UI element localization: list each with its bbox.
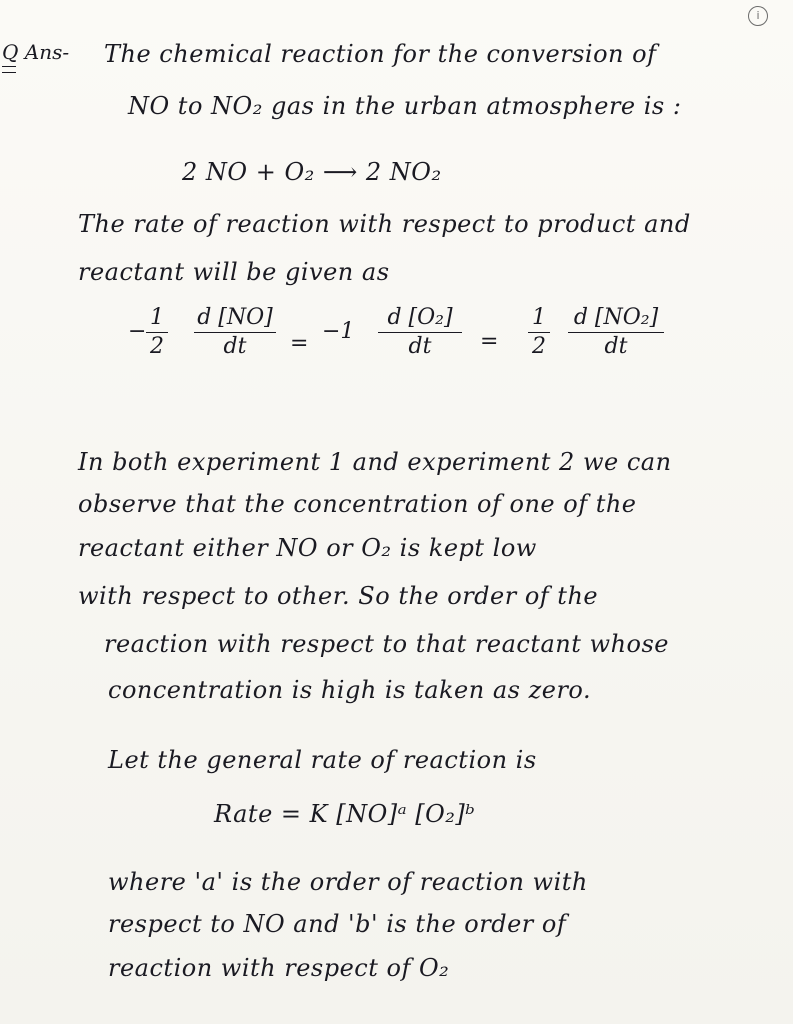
coef1-bar bbox=[146, 332, 168, 333]
term3-numerator: d [NO₂] bbox=[573, 305, 659, 330]
intro-line-2: NO to NO₂ gas in the urban atmosphere is : bbox=[128, 92, 682, 120]
paragraph-line-1: In both experiment 1 and experiment 2 we can bbox=[78, 448, 672, 476]
coef1-numerator: 1 bbox=[150, 305, 164, 330]
paragraph-line-6: concentration is high is taken as zero. bbox=[108, 676, 592, 704]
term1-denominator: dt bbox=[223, 334, 247, 359]
coef1-fraction bbox=[146, 306, 168, 359]
rate-intro-line-2: reactant will be given as bbox=[78, 258, 390, 286]
coef3-bar bbox=[528, 332, 550, 333]
coef1-denominator: 2 bbox=[150, 334, 164, 359]
coef3-fraction bbox=[528, 306, 550, 359]
paragraph-line-4: with respect to other. So the order of the bbox=[78, 582, 599, 610]
coef3-denominator: 2 bbox=[532, 334, 546, 359]
term3-fraction bbox=[568, 306, 664, 359]
qans-text: Q Ans- bbox=[2, 40, 70, 64]
rate-law-formula: Rate = K [NO]ᵃ [O₂]ᵇ bbox=[214, 800, 476, 828]
where-line-3: reaction with respect of O₂ bbox=[108, 954, 450, 982]
rate-intro-line-1: The rate of reaction with respect to product and bbox=[78, 210, 691, 238]
term1-bar bbox=[194, 332, 276, 333]
term1-numerator: d [NO] bbox=[197, 305, 273, 330]
intro-line-1: The chemical reaction for the conversion of bbox=[104, 40, 657, 68]
paragraph-line-2: observe that the concentration of one of the bbox=[78, 490, 637, 518]
coef2: −1 bbox=[322, 319, 355, 344]
question-answer-label bbox=[2, 40, 69, 64]
term1-fraction bbox=[194, 306, 276, 359]
where-line-2: respect to NO and 'b' is the order of bbox=[108, 910, 567, 938]
general-rate-line: Let the general rate of reaction is bbox=[108, 746, 537, 774]
coef3-numerator: 1 bbox=[532, 305, 546, 330]
term2-fraction bbox=[378, 306, 462, 359]
paragraph-line-3: reactant either NO or O₂ is kept low bbox=[78, 534, 537, 562]
term3-denominator: dt bbox=[604, 334, 628, 359]
term3-bar bbox=[568, 332, 664, 333]
term2-bar bbox=[378, 332, 462, 333]
page-number: i bbox=[748, 6, 768, 26]
paragraph-line-5: reaction with respect to that reactant whose bbox=[104, 630, 669, 658]
equals-2: = bbox=[480, 329, 499, 354]
term2-numerator: d [O₂] bbox=[387, 305, 453, 330]
coef1-sign: − bbox=[128, 319, 147, 344]
term2-denominator: dt bbox=[408, 334, 432, 359]
where-line-1: where 'a' is the order of reaction with bbox=[108, 868, 588, 896]
qans-underline bbox=[2, 66, 16, 73]
equals-1: = bbox=[290, 331, 309, 356]
chemical-equation: 2 NO + O₂ ⟶ 2 NO₂ bbox=[182, 158, 442, 186]
